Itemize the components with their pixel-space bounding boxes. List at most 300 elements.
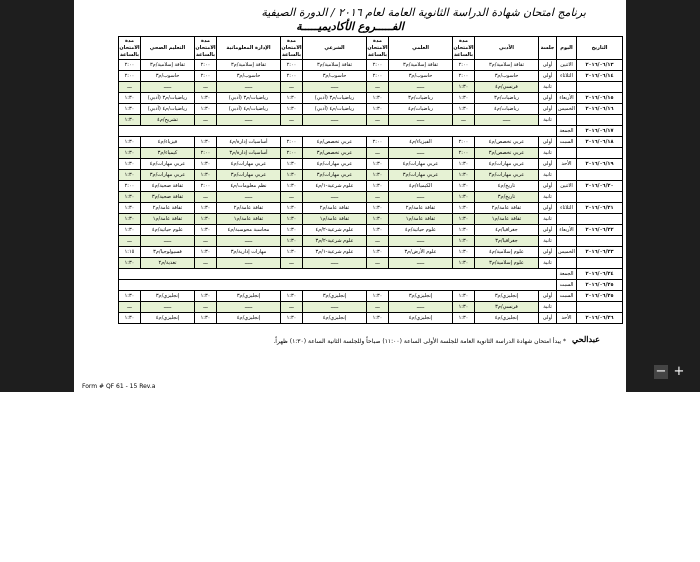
- sharia-cell: علوم شرعية-٢/م٤: [303, 225, 367, 236]
- health-duration: ١:٣٠: [119, 225, 141, 236]
- scientific-duration: ـــ: [367, 192, 389, 203]
- literary-duration: ـــ: [453, 115, 475, 126]
- sharia-duration: ٢:٠٠: [281, 148, 303, 159]
- health-cell: فسيولوجيا/م٣: [141, 247, 195, 258]
- it-duration: ٢:٠٠: [195, 148, 217, 159]
- literary-duration: ١:٣٠: [453, 170, 475, 181]
- sharia-duration: ٢:٠٠: [281, 137, 303, 148]
- session: ثانية: [539, 115, 557, 126]
- it-duration: ـــ: [195, 115, 217, 126]
- sharia-cell: عربي تخصص/م٣: [303, 148, 367, 159]
- day: الجمعة: [557, 126, 577, 137]
- date: [577, 192, 623, 203]
- sharia-duration: ١:٣٠: [281, 214, 303, 225]
- scientific-duration: ١:٣٠: [367, 181, 389, 192]
- table-row: [119, 302, 623, 313]
- sharia-cell: عربي مهارات/م٣: [303, 170, 367, 181]
- it-cell: ثقافة عامة/م١: [217, 214, 281, 225]
- it-cell: محاسبة محوسبة/م٤: [217, 225, 281, 236]
- holiday-row: [119, 126, 623, 137]
- health-duration: ١:٣٠: [119, 159, 141, 170]
- table-row: [119, 60, 623, 71]
- scientific-duration: ١:٣٠: [367, 291, 389, 302]
- session: ثانية: [539, 214, 557, 225]
- day: [557, 82, 577, 93]
- it-duration: ـــ: [195, 236, 217, 247]
- holiday-row: [119, 269, 623, 280]
- header-sharia: الشرعي: [303, 37, 367, 60]
- form-code: Form # QF 61 - 15 Rev.a: [82, 383, 156, 390]
- page-title: برنامج امتحان شهادة الدراسة الثانوية العامة لعام ٢٠١٦ / الدورة الصيفية: [261, 6, 586, 19]
- it-cell: أساسيات إدارة/م٣: [217, 148, 281, 159]
- table-row: [119, 247, 623, 258]
- holiday-gap: [119, 280, 557, 291]
- scientific-cell: رياضيات/م٤: [389, 104, 453, 115]
- sharia-cell: عربي مهارات/م٤: [303, 159, 367, 170]
- it-duration: ١:٣٠: [195, 225, 217, 236]
- day: السبت: [557, 291, 577, 302]
- it-duration: ١:٣٠: [195, 247, 217, 258]
- day: الثلاثاء: [557, 203, 577, 214]
- health-duration: ـــ: [119, 82, 141, 93]
- health-duration: ـــ: [119, 302, 141, 313]
- date: [577, 302, 623, 313]
- health-cell: إنجليزي/م٣: [141, 291, 195, 302]
- table-row: [119, 137, 623, 148]
- it-duration: ١:٣٠: [195, 137, 217, 148]
- literary-cell: ثقافة إسلامية/م٣: [475, 60, 539, 71]
- it-cell: عربي مهارات/م٣: [217, 170, 281, 181]
- date: ٢٠١٦/٠٦/٢٤: [577, 269, 623, 280]
- it-duration: ١:٣٠: [195, 313, 217, 324]
- scientific-duration: ـــ: [367, 148, 389, 159]
- literary-cell: فرنسي/م٤: [475, 82, 539, 93]
- health-duration: ١:٣٠: [119, 192, 141, 203]
- literary-duration: ١:٣٠: [453, 82, 475, 93]
- date: ٢٠١٦/٠٦/١٨: [577, 137, 623, 148]
- it-cell: رياضيات/م٤ (أدبي): [217, 104, 281, 115]
- scientific-cell: الفيزياء/م٤: [389, 137, 453, 148]
- scientific-cell: ـــــ: [389, 115, 453, 126]
- header-date: التاريخ: [577, 37, 623, 60]
- day: [557, 192, 577, 203]
- session: أولى: [539, 93, 557, 104]
- health-duration: ١:٣٠: [119, 258, 141, 269]
- day: الاثنين: [557, 181, 577, 192]
- literary-cell: علوم إسلامية/م٣: [475, 258, 539, 269]
- sharia-duration: ١:٣٠: [281, 170, 303, 181]
- it-duration: ٢:٠٠: [195, 181, 217, 192]
- scientific-cell: ثقافة عامة/م٢: [389, 203, 453, 214]
- literary-duration: ١:٣٠: [453, 159, 475, 170]
- literary-cell: عربي مهارات/م٣: [475, 170, 539, 181]
- literary-duration: ١:٣٠: [453, 181, 475, 192]
- it-cell: إنجليزي/م٤: [217, 313, 281, 324]
- scientific-cell: ثقافة عامة/م١: [389, 214, 453, 225]
- day: [557, 115, 577, 126]
- sharia-cell: إنجليزي/م٣: [303, 291, 367, 302]
- header-scientific: العلمي: [389, 37, 453, 60]
- health-duration: ١:٣٠: [119, 313, 141, 324]
- sharia-duration: ١:٣٠: [281, 225, 303, 236]
- literary-duration: ١:٣٠: [453, 192, 475, 203]
- table-row: [119, 82, 623, 93]
- scientific-cell: ـــــ: [389, 192, 453, 203]
- health-cell: ثقافة صحية/م٣: [141, 192, 195, 203]
- session: أولى: [539, 159, 557, 170]
- it-cell: ـــــ: [217, 192, 281, 203]
- health-duration: ١:٣٠: [119, 203, 141, 214]
- literary-cell: حاسوب/م٣: [475, 71, 539, 82]
- date: ٢٠١٦/٠٦/٢٠: [577, 181, 623, 192]
- literary-cell: علوم إسلامية/م٤: [475, 247, 539, 258]
- header-day: اليوم: [557, 37, 577, 60]
- sharia-duration: ١:٣٠: [281, 181, 303, 192]
- literary-cell: تاريخ/م٤: [475, 181, 539, 192]
- it-duration: ـــ: [195, 258, 217, 269]
- holiday-row: [119, 280, 623, 291]
- zoom-out-button[interactable]: −: [655, 364, 667, 379]
- scientific-duration: ١:٣٠: [367, 247, 389, 258]
- scientific-duration: ١:٣٠: [367, 93, 389, 104]
- literary-duration: ١:٣٠: [453, 214, 475, 225]
- day: [557, 236, 577, 247]
- health-duration: ١:٣٠: [119, 137, 141, 148]
- session: أولى: [539, 60, 557, 71]
- sharia-duration: ٢:٠٠: [281, 60, 303, 71]
- health-cell: فيزياء/م٤: [141, 137, 195, 148]
- sharia-duration: ١:٣٠: [281, 291, 303, 302]
- literary-cell: رياضيات/م٣: [475, 93, 539, 104]
- day: الأربعاء: [557, 225, 577, 236]
- literary-cell: ثقافة عامة/م١: [475, 214, 539, 225]
- sharia-duration: ـــ: [281, 302, 303, 313]
- literary-duration: ١:٣٠: [453, 93, 475, 104]
- health-duration: ١:٣٠: [119, 291, 141, 302]
- sharia-duration: ١:٣٠: [281, 104, 303, 115]
- it-duration: ١:٣٠: [195, 104, 217, 115]
- it-cell: أساسيات إدارة/م٤: [217, 137, 281, 148]
- sharia-duration: ـــ: [281, 115, 303, 126]
- it-cell: نظم معلومات/م٤: [217, 181, 281, 192]
- it-duration: ـــ: [195, 302, 217, 313]
- scientific-duration: ١:٣٠: [367, 104, 389, 115]
- table-body: [119, 60, 623, 324]
- session: ثانية: [539, 258, 557, 269]
- it-duration: ٢:٠٠: [195, 71, 217, 82]
- literary-cell: إنجليزي/م٣: [475, 291, 539, 302]
- table-row: [119, 71, 623, 82]
- health-cell: عربي مهارات/م٤: [141, 159, 195, 170]
- scientific-duration: ـــ: [367, 258, 389, 269]
- it-cell: ثقافة عامة/م٢: [217, 203, 281, 214]
- sharia-duration: ـــ: [281, 192, 303, 203]
- health-cell: ثقافة صحية/م٤: [141, 181, 195, 192]
- literary-cell: فرنسي/م٣: [475, 302, 539, 313]
- sharia-cell: رياضيات/م٣ (أدبي): [303, 93, 367, 104]
- day: الأحد: [557, 313, 577, 324]
- date: ٢٠١٦/٠٦/١٩: [577, 159, 623, 170]
- scientific-cell: رياضيات/م٣: [389, 93, 453, 104]
- sharia-cell: علوم شرعية-٢/م٣: [303, 236, 367, 247]
- it-cell: ـــــ: [217, 302, 281, 313]
- health-duration: ١:٣٠: [119, 93, 141, 104]
- it-cell: ثقافة إسلامية/م٣: [217, 60, 281, 71]
- scientific-cell: ـــــ: [389, 302, 453, 313]
- scientific-duration: ٢:٠٠: [367, 137, 389, 148]
- scientific-duration: ـــ: [367, 302, 389, 313]
- session: ثانية: [539, 302, 557, 313]
- date: [577, 214, 623, 225]
- it-duration: ٢:٠٠: [195, 60, 217, 71]
- scientific-cell: حاسوب/م٣: [389, 71, 453, 82]
- literary-duration: ٢:٠٠: [453, 60, 475, 71]
- it-cell: مهارات إدارية/م٣: [217, 247, 281, 258]
- health-cell: ثقافة عامة/م١: [141, 214, 195, 225]
- scientific-cell: إنجليزي/م٤: [389, 313, 453, 324]
- sharia-cell: ـــــ: [303, 82, 367, 93]
- literary-duration: ١:٣٠: [453, 225, 475, 236]
- session: أولى: [539, 104, 557, 115]
- header-health: التعليم الصحي: [141, 37, 195, 60]
- scientific-cell: علوم الأرض/م٣: [389, 247, 453, 258]
- sharia-duration: ١:٣٠: [281, 313, 303, 324]
- scientific-cell: ـــــ: [389, 258, 453, 269]
- sharia-cell: ـــــ: [303, 258, 367, 269]
- header-it: الإدارة المعلوماتية: [217, 37, 281, 60]
- it-duration: ـــ: [195, 82, 217, 93]
- scientific-duration: ـــ: [367, 82, 389, 93]
- health-cell: إنجليزي/م٤: [141, 313, 195, 324]
- literary-duration: ٢:٠٠: [453, 71, 475, 82]
- health-duration: ١:٣٠: [119, 148, 141, 159]
- day: [557, 214, 577, 225]
- document-page: [74, 0, 626, 392]
- session: أولى: [539, 71, 557, 82]
- it-cell: حاسوب/م٣: [217, 71, 281, 82]
- date: [577, 170, 623, 181]
- date: ٢٠١٦/٠٦/١٦: [577, 104, 623, 115]
- health-duration: ٢:٠٠: [119, 60, 141, 71]
- literary-cell: إنجليزي/م٤: [475, 313, 539, 324]
- literary-cell: ـــــ: [475, 115, 539, 126]
- day: الاثنين: [557, 60, 577, 71]
- sharia-cell: علوم شرعية-١/م٣: [303, 247, 367, 258]
- health-duration: ١:٣٠: [119, 214, 141, 225]
- sharia-duration: ـــ: [281, 82, 303, 93]
- footnote: * يبدأ امتحان شهادة الدراسة الثانوية العامة للجلسة الأولى الساعة (١١:٠٠) صباحاً وللجلسة الثانية الساعة (١:٣٠) ظهراً.: [273, 338, 566, 345]
- scientific-duration: ١:٣٠: [367, 313, 389, 324]
- holiday-gap: [119, 269, 557, 280]
- header-duration: مدة الامتحان بالساعة: [453, 37, 474, 58]
- session: أولى: [539, 203, 557, 214]
- date: [577, 82, 623, 93]
- literary-cell: جغرافيا/م٤: [475, 225, 539, 236]
- sharia-cell: ثقافة إسلامية/م٣: [303, 60, 367, 71]
- scientific-duration: ١:٣٠: [367, 203, 389, 214]
- scientific-duration: ٢:٠٠: [367, 71, 389, 82]
- table-row: [119, 115, 623, 126]
- literary-duration: ٢:٠٠: [453, 137, 475, 148]
- scientific-duration: ـــ: [367, 236, 389, 247]
- it-cell: رياضيات/م٣ (أدبي): [217, 93, 281, 104]
- scientific-duration: ١:٣٠: [367, 225, 389, 236]
- table-row: [119, 258, 623, 269]
- scientific-duration: ١:٣٠: [367, 170, 389, 181]
- table-row: [119, 225, 623, 236]
- sharia-cell: رياضيات/م٤ (أدبي): [303, 104, 367, 115]
- header-duration: مدة الامتحان بالساعة: [367, 37, 388, 58]
- scientific-duration: ١:٣٠: [367, 159, 389, 170]
- sharia-duration: ١:٣٠: [281, 203, 303, 214]
- day: [557, 302, 577, 313]
- session: ثانية: [539, 82, 557, 93]
- date: ٢٠١٦/٠٦/٢٦: [577, 313, 623, 324]
- date: ٢٠١٦/٠٦/١٥: [577, 93, 623, 104]
- literary-duration: ٢:٠٠: [453, 148, 475, 159]
- it-cell: ـــــ: [217, 236, 281, 247]
- it-cell: إنجليزي/م٣: [217, 291, 281, 302]
- sharia-duration: ـــ: [281, 258, 303, 269]
- health-cell: علوم حياتية/م٤: [141, 225, 195, 236]
- literary-cell: عربي تخصص/م٣: [475, 148, 539, 159]
- sharia-cell: عربي تخصص/م٤: [303, 137, 367, 148]
- date: [577, 115, 623, 126]
- day: [557, 148, 577, 159]
- health-cell: تغذية/م٢: [141, 258, 195, 269]
- it-duration: ١:٣٠: [195, 159, 217, 170]
- literary-duration: ١:٣٠: [453, 247, 475, 258]
- sharia-duration: ٢:٠٠: [281, 71, 303, 82]
- day: الجمعة: [557, 269, 577, 280]
- health-duration: ١:٣٠: [119, 104, 141, 115]
- health-cell: عربي مهارات/م٣: [141, 170, 195, 181]
- health-duration: ١:٣٠: [119, 170, 141, 181]
- table-row: [119, 104, 623, 115]
- exam-schedule-table: [118, 36, 623, 324]
- page-subtitle: الفـــــروع الأكاديميـــــة: [296, 20, 404, 33]
- literary-cell: جغرافيا/م٣: [475, 236, 539, 247]
- health-cell: رياضيات/م٣ (أدبي): [141, 93, 195, 104]
- day: الأحد: [557, 159, 577, 170]
- zoom-in-button[interactable]: +: [673, 364, 685, 379]
- date: ٢٠١٦/٠٦/١٣: [577, 60, 623, 71]
- sharia-cell: ثقافة عامة/م١: [303, 214, 367, 225]
- it-cell: ـــــ: [217, 82, 281, 93]
- header-duration: مدة الامتحان بالساعة: [281, 37, 302, 58]
- literary-cell: عربي تخصص/م٤: [475, 137, 539, 148]
- day: الأربعاء: [557, 93, 577, 104]
- it-duration: ١:٣٠: [195, 93, 217, 104]
- sharia-duration: ١:٣٠: [281, 93, 303, 104]
- session: أولى: [539, 247, 557, 258]
- sharia-cell: حاسوب/م٣: [303, 71, 367, 82]
- table-row: [119, 192, 623, 203]
- literary-duration: ١:٣٠: [453, 291, 475, 302]
- literary-duration: ١:٣٠: [453, 302, 475, 313]
- date: ٢٠١٦/٠٦/١٧: [577, 126, 623, 137]
- scientific-cell: ـــــ: [389, 236, 453, 247]
- literary-cell: عربي مهارات/م٤: [475, 159, 539, 170]
- day: [557, 258, 577, 269]
- sharia-cell: إنجليزي/م٤: [303, 313, 367, 324]
- health-duration: ٢:٠٠: [119, 71, 141, 82]
- it-duration: ١:٣٠: [195, 203, 217, 214]
- date: [577, 148, 623, 159]
- literary-duration: ١:٣٠: [453, 104, 475, 115]
- sharia-cell: علوم شرعية-١/م٤: [303, 181, 367, 192]
- literary-cell: رياضيات/م٤: [475, 104, 539, 115]
- table-row: [119, 148, 623, 159]
- table-row: [119, 291, 623, 302]
- session: أولى: [539, 313, 557, 324]
- table-header-row: [119, 37, 623, 60]
- session: أولى: [539, 225, 557, 236]
- session: ثانية: [539, 148, 557, 159]
- health-cell: ثقافة إسلامية/م٣: [141, 60, 195, 71]
- it-cell: ـــــ: [217, 258, 281, 269]
- holiday-gap: [119, 126, 557, 137]
- health-cell: رياضيات/م٤ (أدبي): [141, 104, 195, 115]
- header-literary: الأدبي: [475, 37, 539, 60]
- session: أولى: [539, 181, 557, 192]
- scientific-cell: عربي مهارات/م٤: [389, 159, 453, 170]
- literary-cell: تاريخ/م٣: [475, 192, 539, 203]
- scientific-cell: ثقافة إسلامية/م٣: [389, 60, 453, 71]
- date: ٢٠١٦/٠٦/٢٣: [577, 247, 623, 258]
- sharia-cell: ـــــ: [303, 115, 367, 126]
- date: ٢٠١٦/٠٦/١٤: [577, 71, 623, 82]
- table-row: [119, 181, 623, 192]
- scientific-cell: ـــــ: [389, 82, 453, 93]
- table-row: [119, 214, 623, 225]
- day: السبت: [557, 280, 577, 291]
- health-duration: ١:١٥: [119, 247, 141, 258]
- health-cell: ـــــ: [141, 236, 195, 247]
- table-row: [119, 203, 623, 214]
- session: أولى: [539, 291, 557, 302]
- scientific-duration: ٢:٠٠: [367, 60, 389, 71]
- table-row: [119, 236, 623, 247]
- day: الخميس: [557, 247, 577, 258]
- sharia-duration: ١:٣٠: [281, 236, 303, 247]
- date: [577, 236, 623, 247]
- scientific-cell: علوم حياتية/م٤: [389, 225, 453, 236]
- day: [557, 170, 577, 181]
- sharia-duration: ١:٣٠: [281, 159, 303, 170]
- it-cell: ـــــ: [217, 115, 281, 126]
- it-duration: ١:٣٠: [195, 291, 217, 302]
- health-cell: ـــــ: [141, 82, 195, 93]
- scientific-duration: ١:٣٠: [367, 214, 389, 225]
- it-duration: ـــ: [195, 192, 217, 203]
- table-row: [119, 93, 623, 104]
- literary-duration: ١:٣٠: [453, 258, 475, 269]
- day: السبت: [557, 137, 577, 148]
- literary-duration: ١:٣٠: [453, 203, 475, 214]
- health-cell: حاسوب/م٣: [141, 71, 195, 82]
- health-duration: ١:٣٠: [119, 115, 141, 126]
- it-cell: عربي مهارات/م٤: [217, 159, 281, 170]
- health-cell: ثقافة عامة/م٢: [141, 203, 195, 214]
- header-duration: مدة الامتحان بالساعة: [119, 37, 140, 58]
- health-duration: ـــ: [119, 236, 141, 247]
- it-duration: ١:٣٠: [195, 214, 217, 225]
- signature: عبدالحي: [572, 334, 600, 344]
- literary-cell: ثقافة عامة/م٢: [475, 203, 539, 214]
- health-cell: كيمياء/م٣: [141, 148, 195, 159]
- scientific-cell: ـــــ: [389, 148, 453, 159]
